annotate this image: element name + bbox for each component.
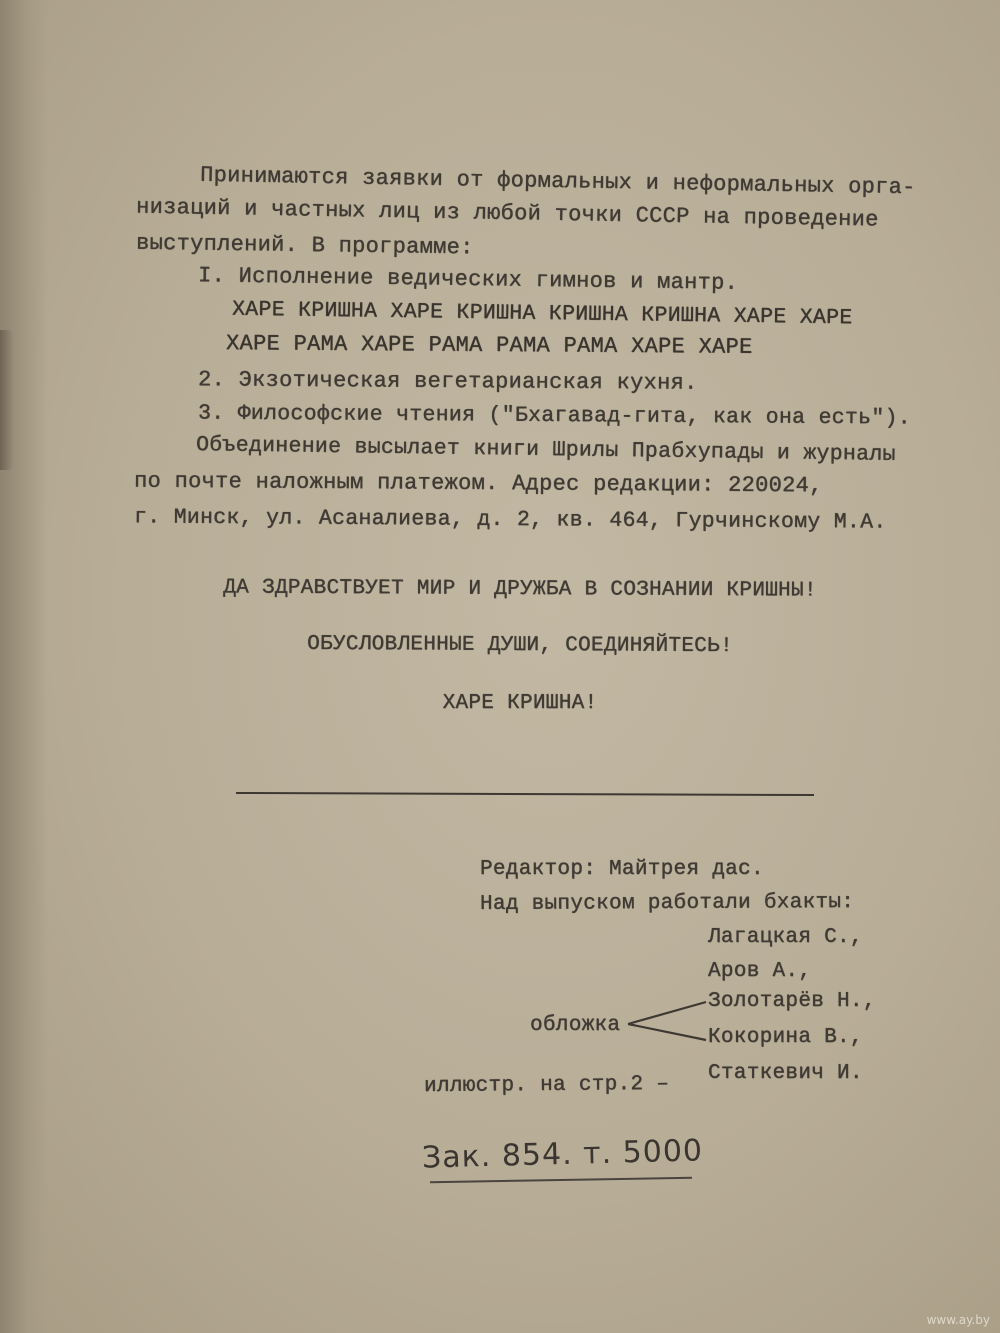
slogan-unite: ОБУСЛОВЛЕННЫЕ ДУШИ, СОЕДИНЯЙТЕСЬ! (307, 632, 733, 659)
mantra-line-2: ХАРЕ РАМА ХАРЕ РАМА РАМА РАМА ХАРЕ ХАРЕ (225, 331, 753, 360)
handwritten-order-note: Зак. 854. т. 5000 (421, 1133, 704, 1176)
mailing-line-1: Объединение высылает книги Шрилы Прабхупады и журналы (195, 433, 896, 467)
slogan-peace: ДА ЗДРАВСТВУЕТ МИР И ДРУЖБА В СОЗНАНИИ КРИШНЫ! (223, 576, 817, 603)
announcement-line-1: Принимаются заявки от формальных и неформальных орга- (199, 162, 916, 201)
slogan-hare-krishna: ХАРЕ КРИШНА! (442, 692, 598, 715)
credit-name-3: Золотарёв Н., (708, 990, 876, 1013)
illustration-label: иллюстр. на стр.2 – (423, 1072, 670, 1099)
mantra-line-1: ХАРЕ КРИШНА ХАРЕ КРИШНА КРИШНА КРИШНА ХАРЕ ХАРЕ (231, 297, 853, 331)
mailing-line-3: г. Минск, ул. Асаналиева, д. 2, кв. 464, Гурчинскому М.А. (133, 505, 887, 535)
cover-label: обложка (530, 1014, 621, 1037)
announcement-line-3: выступлений. В программе: (135, 230, 474, 261)
program-item-3: 3. Философские чтения ("Бхагавад-гита, как она есть"). (197, 401, 911, 431)
program-item-2: 2. Экзотическая вегетарианская кухня. (197, 367, 698, 396)
mailing-line-2: по почте наложным платежом. Адрес редакции: 220024, (133, 468, 823, 499)
program-item-1: I. Исполнение ведических гимнов и мантр. (197, 263, 739, 296)
watermark: www.ay.by (926, 1313, 990, 1327)
credit-name-1: Лагацкая С., (708, 926, 863, 949)
credits-worked-on: Над выпуском работали бхакты: (479, 891, 855, 916)
credit-name-5: Статкевич И. (708, 1062, 863, 1085)
announcement-line-2: низаций и частных лиц из любой точки СССР на проведение (135, 194, 879, 233)
credit-name-2: Аров А., (708, 960, 812, 983)
credit-name-4: Кокорина В., (708, 1026, 863, 1049)
credits-editor: Редактор: Майтрея дас. (480, 858, 764, 881)
